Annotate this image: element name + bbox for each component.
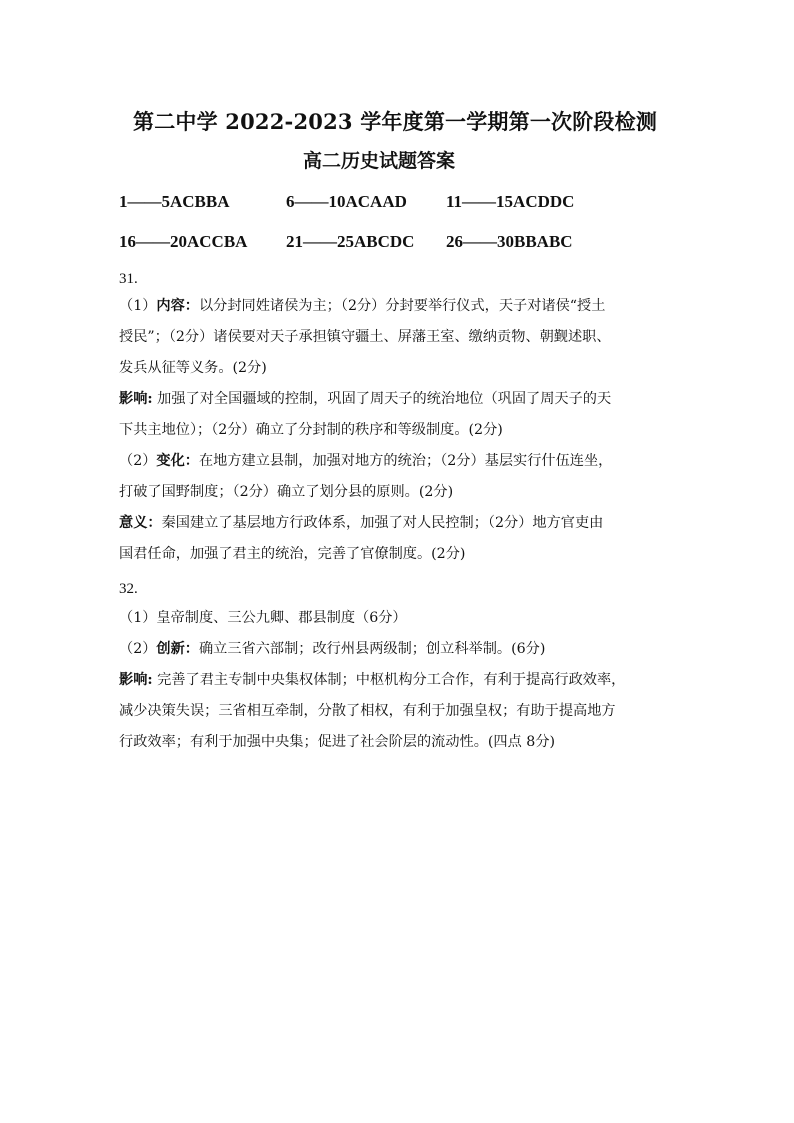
answer-line bbox=[119, 358, 267, 378]
answer-line bbox=[119, 732, 555, 752]
question-32-number: 32. bbox=[119, 581, 138, 597]
choice-answer-group: 11——15ACDDC bbox=[446, 192, 575, 211]
line-prefix: （1） bbox=[119, 610, 157, 626]
answer-line bbox=[119, 544, 465, 564]
answer-line bbox=[119, 639, 545, 659]
question-31-number: 31. bbox=[119, 271, 138, 287]
choice-answer-group: 16——20ACCBA bbox=[119, 232, 248, 251]
answer-line bbox=[119, 701, 616, 721]
answer-line bbox=[119, 451, 612, 471]
line-label: 变化： bbox=[156, 453, 199, 469]
answer-line bbox=[119, 482, 453, 502]
line-label: 影响: bbox=[119, 391, 153, 407]
line-text: 打破了国野制度；（2分）确立了划分县的原则。(2分) bbox=[119, 484, 454, 500]
answer-line bbox=[119, 389, 611, 409]
answer-line bbox=[119, 296, 605, 316]
line-label: 内容： bbox=[156, 298, 199, 314]
line-text: 行政效率；有利于加强中央集；促进了社会阶层的流动性。(四点 8分) bbox=[119, 734, 556, 750]
choice-answer-group: 6——10ACAAD bbox=[286, 192, 407, 211]
line-prefix: （1） bbox=[119, 298, 157, 314]
line-text: 授民”；（2分）诸侯要对天子承担镇守疆土、屏藩王室、缴纳贡物、朝觐述职、 bbox=[119, 329, 611, 345]
line-text: 加强了对全国疆域的控制，巩固了周天子的统治地位（巩固了周天子的天 bbox=[152, 391, 612, 407]
line-label: 影响: bbox=[119, 672, 153, 688]
page-title: 第二中学 2022-2023 学年度第一学期第一次阶段检测 bbox=[133, 109, 658, 134]
choice-answer-group: 26——30BBABC bbox=[446, 232, 573, 251]
answer-line bbox=[119, 420, 503, 440]
answer-line bbox=[119, 513, 603, 533]
line-text: 下共主地位）；（2分）确立了分封制的秩序和等级制度。(2分) bbox=[119, 422, 503, 438]
line-text: 确立三省六部制；改行州县两级制；创立科举制。(6分) bbox=[198, 641, 546, 657]
answer-line bbox=[119, 327, 611, 347]
line-prefix: （2） bbox=[119, 641, 157, 657]
line-text: 以分封同姓诸侯为主；（2分）分封要举行仪式，天子对诸侯“授土 bbox=[198, 298, 606, 314]
choice-answer-group: 21——25ABCDC bbox=[286, 232, 415, 251]
line-text: 减少决策失误；三省相互牵制，分散了相权，有利于加强皇权；有助于提高地方 bbox=[119, 703, 616, 719]
line-label: 创新： bbox=[156, 641, 199, 657]
line-text: 秦国建立了基层地方行政体系，加强了对人民控制；（2分）地方官吏由 bbox=[161, 515, 604, 531]
line-text: 在地方建立县制，加强对地方的统治；（2分）基层实行什伍连坐， bbox=[198, 453, 613, 469]
answer-line bbox=[119, 608, 407, 628]
line-label: 意义： bbox=[119, 515, 162, 531]
line-text: 皇帝制度、三公九卿、郡县制度（6分） bbox=[156, 610, 407, 626]
line-text: 完善了君主专制中央集权体制；中枢机构分工合作，有利于提高行政效率， bbox=[152, 672, 626, 688]
line-text: 国君任命，加强了君主的统治，完善了官僚制度。(2分) bbox=[119, 546, 466, 562]
choice-answer-group: 1——5ACBBA bbox=[119, 192, 230, 211]
page-subtitle: 高二历史试题答案 bbox=[303, 150, 456, 172]
line-text: 发兵从征等义务。(2分) bbox=[119, 360, 267, 376]
answer-line bbox=[119, 670, 625, 690]
line-prefix: （2） bbox=[119, 453, 157, 469]
